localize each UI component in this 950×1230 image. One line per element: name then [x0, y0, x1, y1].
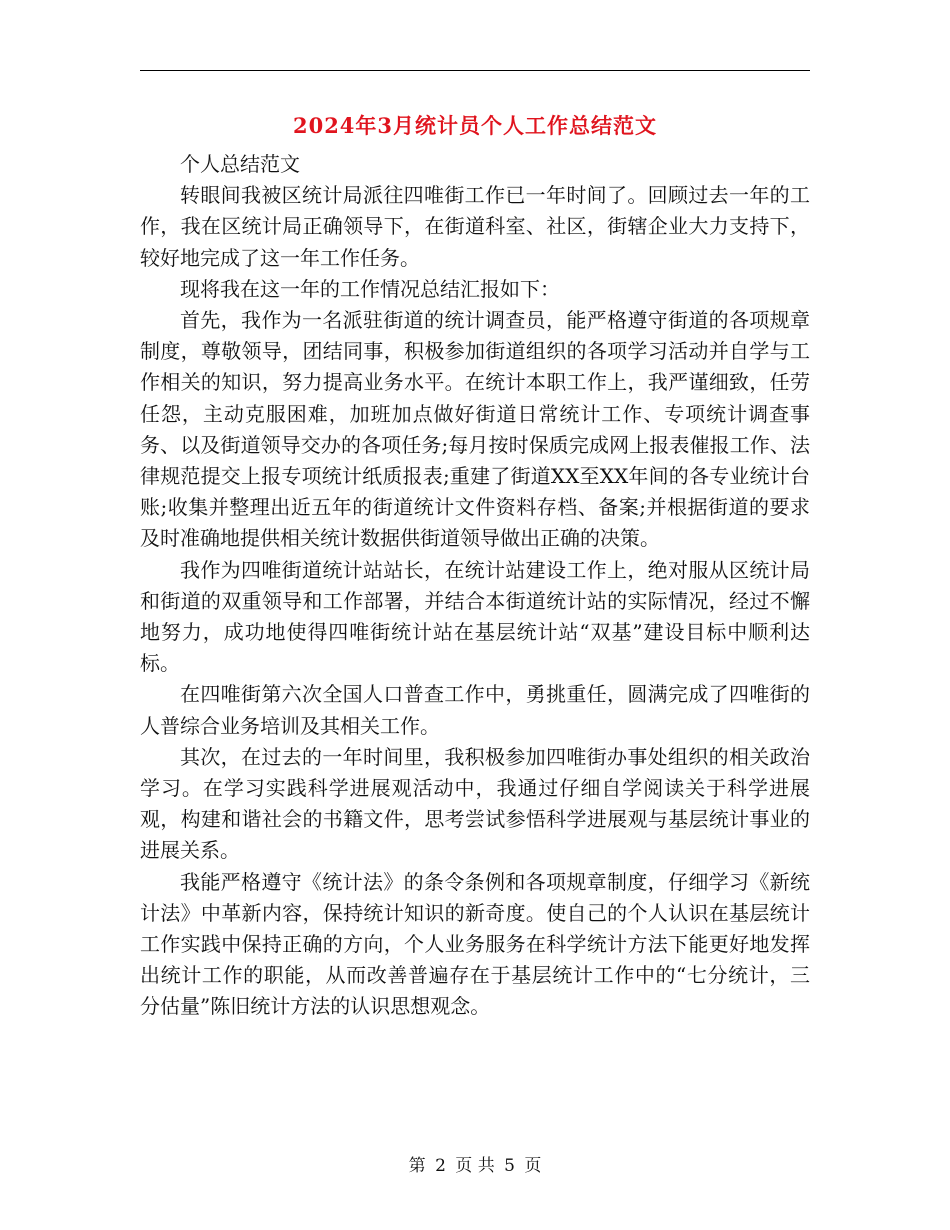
paragraph-report-lead: 现将我在这一年的工作情况总结汇报如下： — [180, 276, 560, 301]
paragraph-subtitle: 个人总结范文 — [180, 152, 300, 176]
document-body — [140, 149, 810, 1023]
paragraph-census: 在四唯街第六次全国人口普查工作中，勇挑重任，圆满完成了四唯街的人普综合业务培训及其相关工作。 — [140, 682, 810, 738]
document-title: 2024年3月统计员个人工作总结范文 — [292, 113, 658, 138]
paragraph-intro: 转眼间我被区统计局派往四唯街工作已一年时间了。回顾过去一年的工作，我在区统计局正确领导下，在街道科室、社区，街辖企业大力支持下，较好地完成了这一年工作任务。 — [140, 183, 810, 270]
header-rule — [140, 70, 810, 71]
footer-suffix: 页 — [524, 1156, 542, 1176]
footer-current-page: 2 — [435, 1156, 446, 1176]
footer-total-pages: 5 — [504, 1156, 515, 1176]
paragraph-law: 我能严格遵守《统计法》的条令条例和各项规章制度，仔细学习《新统计法》中革新内容，保持统计知识的新奇度。使自己的个人认识在基层统计工作实践中保持正确的方向，个人业务服务在科学统计方法下能更好地发挥出统计工作的职能，从而改善普遍存在于基层统计工作中的“七分统计，三分估量”陈旧统计方法的认识思想观念。 — [140, 869, 810, 1019]
footer-prefix: 第 — [408, 1156, 426, 1176]
paragraph-first: 首先，我作为一名派驻街道的统计调查员，能严格遵守街道的各项规章制度，尊敬领导，团结同事，积极参加街道组织的各项学习活动并自学与工作相关的知识，努力提高业务水平。在统计本职工作上，我严谨细致，任劳任怨，主动克服困难，加班加点做好街道日常统计工作、专项统计调查事务、以及街道领导交办的各项任务;每月按时保质完成网上报表催报工作、法律规范提交上报专项统计纸质报表;重建了街道XX至XX年间的各专业统计台账;收集并整理出近五年的街道统计文件资料存档、备案;并根据街道的要求及时准确地提供相关统计数据供街道领导做出正确的决策。 — [140, 308, 810, 551]
footer-middle: 页 共 — [455, 1156, 495, 1176]
paragraph-second: 其次，在过去的一年时间里，我积极参加四唯街办事处组织的相关政治学习。在学习实践科学进展观活动中，我通过仔细自学阅读关于科学进展观，构建和谐社会的书籍文件，思考尝试参悟科学进展观与基层统计事业的进展关系。 — [140, 744, 810, 863]
page-footer — [0, 1154, 950, 1178]
paragraph-station: 我作为四唯街道统计站站长，在统计站建设工作上，绝对服从区统计局和街道的双重领导和工作部署，并结合本街道统计站的实际情况，经过不懈地努力，成功地使得四唯街统计站在基层统计站“双基”建设目标中顺利达标。 — [140, 557, 810, 676]
